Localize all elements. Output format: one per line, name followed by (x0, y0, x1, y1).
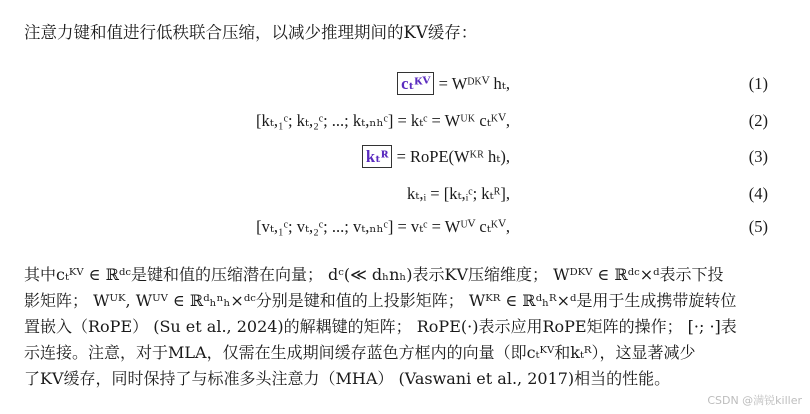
equation-4-rhs: = [kₜ,ᵢᶜ; kₜᴿ], (430, 184, 510, 203)
equation-2 (256, 111, 510, 131)
equation-1-lhs: cₜᴷⱽ (397, 72, 434, 95)
paragraph-line-2: 影矩阵； Wᵁᴷ, Wᵁⱽ ∈ ℝᵈₕⁿₕ×ᵈᶜ分别是键和值的上投影矩阵； Wᴷᴿ ∈ ℝᵈₕᴿ×ᵈ是用于生成携带旋转位 (24, 291, 737, 310)
equation-2-number: (2) (748, 111, 768, 130)
watermark: CSDN @满锐killer (707, 394, 802, 407)
equation-3-number: (3) (748, 147, 768, 166)
equation-2-lhs: [kₜ,₁ᶜ; kₜ,₂ᶜ; ...; kₜ,ₙₕᶜ] = kₜᶜ (256, 111, 428, 130)
equation-1-number: (1) (748, 74, 768, 93)
explanation-paragraph (24, 262, 779, 392)
equation-5-number: (5) (748, 217, 768, 236)
equation-2-rhs: = Wᵁᴷ cₜᴷⱽ, (431, 111, 510, 130)
paragraph-line-3: 置嵌入（RoPE） (Su et al., 2024)的解耦键的矩阵； RoPE(·)表示应用RoPE矩阵的操作； [·; ·]表 (24, 317, 737, 336)
equation-4-number: (4) (748, 184, 768, 203)
equation-3-rhs: = RoPE(Wᴷᴿ hₜ), (396, 147, 510, 166)
equation-5 (256, 217, 510, 237)
equation-3-lhs: kₜᴿ (362, 145, 393, 168)
equation-4-lhs: kₜ,ᵢ (407, 184, 427, 203)
paragraph-line-4: 示连接。注意，对于MLA，仅需在生成期间缓存蓝色方框内的向量（即cₜᴷⱽ和kₜᴿ），这显著减少 (24, 343, 696, 362)
intro-text: 注意力键和值进行低秩联合压缩，以减少推理期间的KV缓存： (24, 23, 478, 42)
equation-1-rhs: = Wᴰᴷⱽ hₜ, (438, 74, 510, 93)
equation-5-rhs: = Wᵁⱽ cₜᴷⱽ, (431, 217, 510, 236)
equation-1 (397, 74, 510, 94)
equation-3 (362, 147, 510, 167)
equation-4 (407, 184, 510, 204)
paragraph-line-5: 了KV缓存，同时保持了与标准多头注意力（MHA） (Vaswani et al., 2017)相当的性能。 (24, 369, 671, 388)
paragraph-line-1: 其中cₜᴷⱽ ∈ ℝᵈᶜ是键和值的压缩潜在向量； dᶜ(≪ dₕnₕ)表示KV压缩维度； Wᴰᴷⱽ ∈ ℝᵈᶜ×ᵈ表示下投 (24, 265, 724, 284)
equation-5-lhs: [vₜ,₁ᶜ; vₜ,₂ᶜ; ...; vₜ,ₙₕᶜ] = vₜᶜ (256, 217, 428, 236)
